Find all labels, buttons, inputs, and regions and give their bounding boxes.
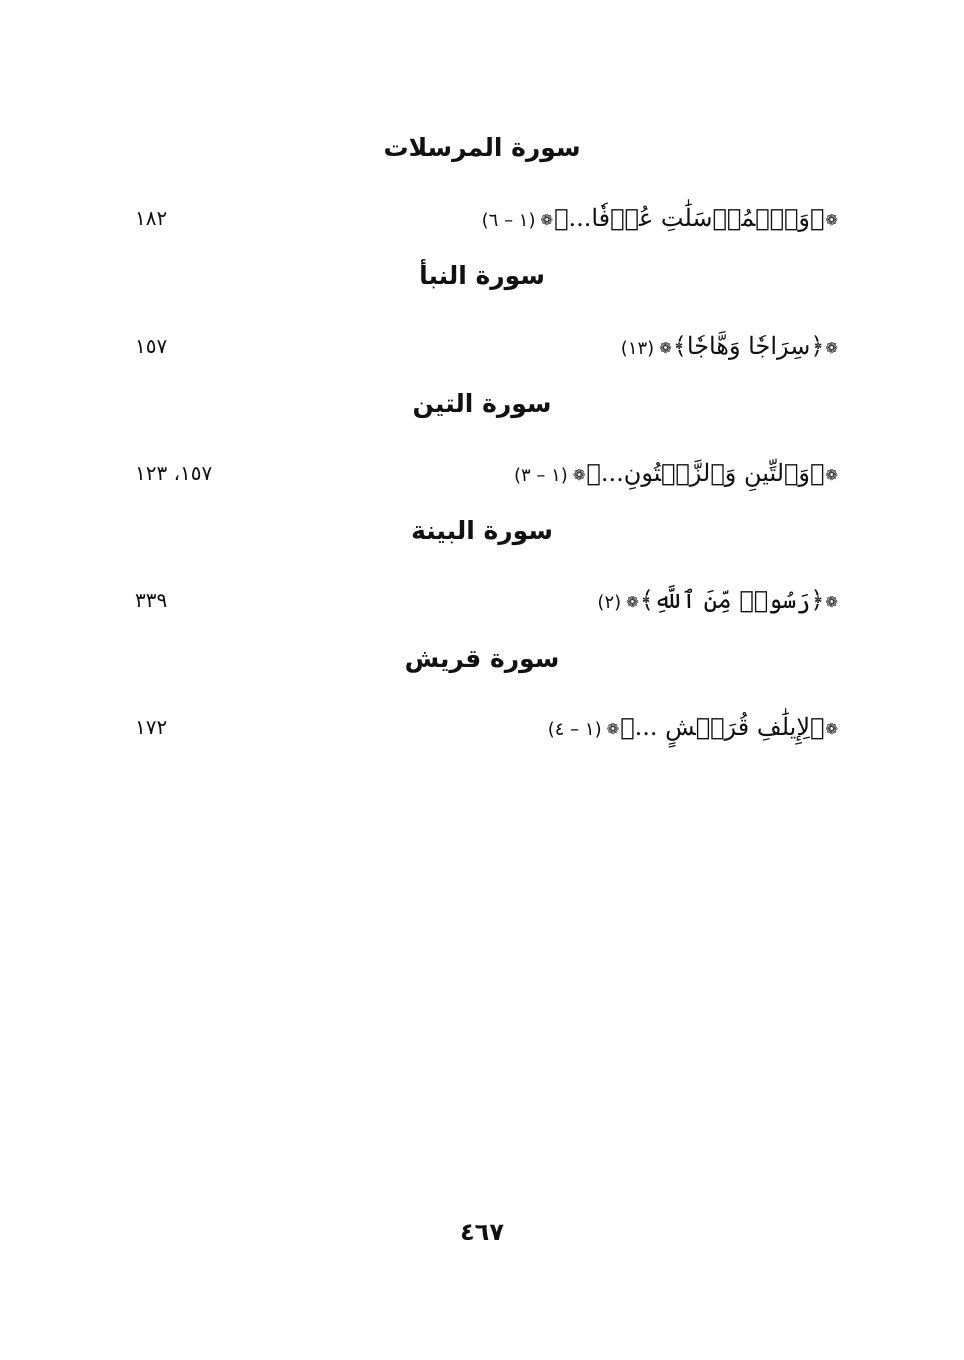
page-references: ١٥٧، ١٢٣ [135,461,213,485]
page-references: ١٨٢ [135,206,168,230]
index-entry [0,580,964,620]
verse-reference: (١ – ٦) [481,210,536,231]
ornament-star-icon: ❁ [659,338,672,357]
verse-reference: (١٣) [620,338,655,359]
open-bracket: ﴿ [810,713,825,741]
verse-citation [597,580,839,623]
verse-text: وَٱلتِّينِ وَٱلزَّيۡتُونِ... [600,459,811,487]
verse-citation [621,326,839,369]
verse-citation [482,198,839,241]
surah-heading-tin: سورة التين [412,389,552,418]
close-bracket: ﴾ [620,713,635,741]
close-bracket: ﴾ [639,586,654,614]
surah-heading-mursalat: سورة المرسلات [383,133,581,162]
ornament-star-icon: ❁ [825,338,838,357]
close-bracket: ﴾ [554,204,569,232]
verse-citation [514,453,839,496]
index-entry [0,326,964,366]
close-bracket: ﴾ [672,332,687,360]
index-entry [0,707,964,747]
ornament-star-icon: ❁ [606,719,620,738]
ornament-star-icon: ❁ [825,719,838,738]
index-entry [0,453,964,493]
verse-text: لِإِيلَٰفِ قُرَيۡشٍ ... [634,713,811,741]
open-bracket: ﴿ [810,204,825,232]
ornament-star-icon: ❁ [540,210,554,229]
verse-text: رَسُولٞ مِّنَ ٱللَّهِ [653,586,811,614]
ornament-star-icon: ❁ [825,210,838,229]
page-references: ١٥٧ [135,334,168,358]
verse-reference: (١ – ٣) [513,465,568,486]
ornament-star-icon: ❁ [626,592,639,611]
surah-heading-bayyina: سورة البينة [411,516,553,545]
page-number: ٤٦٧ [460,1218,504,1246]
ornament-star-icon: ❁ [825,592,838,611]
ornament-star-icon: ❁ [572,465,586,484]
surah-heading-quraysh: سورة قريش [404,644,560,673]
open-bracket: ﴿ [810,459,825,487]
verse-text: وَٱلۡمُرۡسَلَٰتِ عُرۡفٗا... [568,204,811,232]
page-references: ٣٣٩ [135,588,168,612]
open-bracket: ﴿ [810,586,825,614]
ornament-star-icon: ❁ [825,465,838,484]
page-references: ١٧٢ [135,715,168,739]
verse-reference: (١ – ٤) [547,719,602,740]
surah-heading-naba: سورة النبأ [419,261,545,290]
close-bracket: ﴾ [586,459,601,487]
verse-citation [548,707,839,750]
verse-text: سِرَاجٗا وَهَّاجٗا [686,332,811,360]
open-bracket: ﴿ [810,332,825,360]
verse-reference: (٢) [597,592,622,613]
index-entry [0,198,964,238]
